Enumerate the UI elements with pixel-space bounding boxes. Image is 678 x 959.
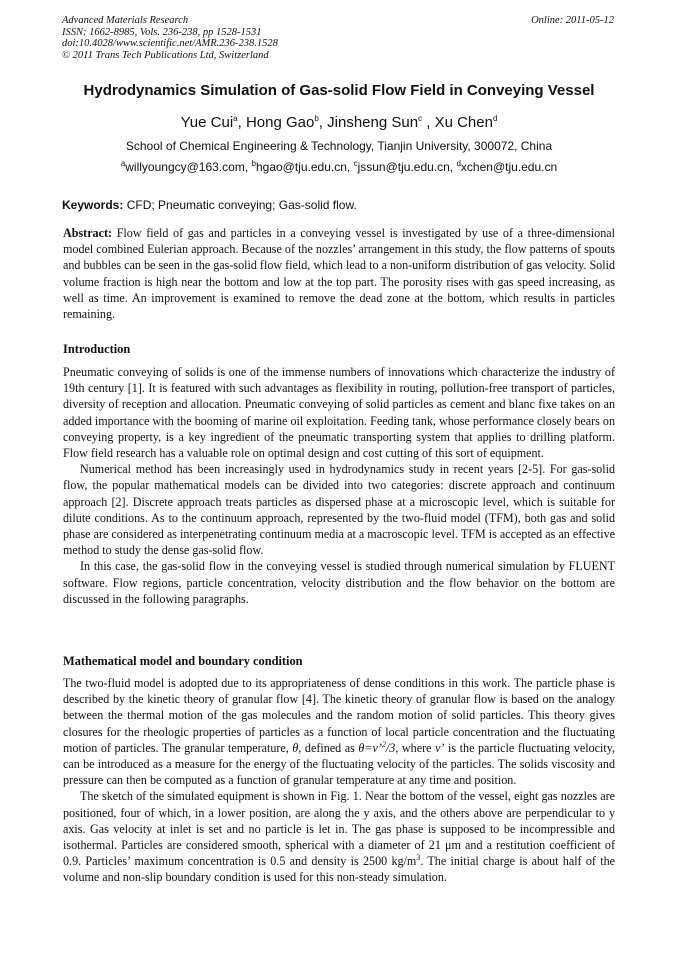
- author-mark: a: [233, 114, 238, 123]
- author-name: Yue Cui: [180, 114, 234, 131]
- keywords: [62, 198, 357, 212]
- introduction-heading: Introduction: [63, 342, 131, 356]
- email-address[interactable]: jssun@tju.edu.cn: [357, 160, 450, 174]
- author-mark: d: [492, 114, 498, 123]
- model-heading: Mathematical model and boundary condition: [63, 654, 303, 668]
- author-name: Xu Chen: [434, 114, 493, 131]
- model-body: [63, 675, 615, 886]
- author-name: Hong Gao: [245, 114, 315, 131]
- email-mark: a: [120, 159, 126, 168]
- vprime-symbol: v’: [435, 740, 445, 755]
- paragraph: Numerical method has been increasingly used in hydrodynamics study in recent years [2-5]. For gas-solid flow, the popular mathematical models can be divided into two categories: discrete approach and continuum approach [2]. Discrete approach treats particles as dispersed phase at a microscopic level, which is suitable for dilute conditions. As to the continuum approach, represented by the two-fluid model (TFM), both gas and solid phase are considered as interpenetrating continuum media at a macroscopic level. TFM is accepted as an effective method to study the dense gas-solid flow.: [63, 462, 615, 558]
- email-list: $^a$willyoungcy@163.com, $^b$hgao@tju.edu.cn, $^c$jssun@tju.edu.cn, $^d$xchen@tju.edu.cn: [120, 159, 558, 174]
- abstract-text: Flow field of gas and particles in a conveying vessel is investigated by use of a three-dimensional model combined Eulerian approach. Because of the nozzles’ arrangement in this study, the flow patterns of spouts and bubbles can be seen in the gas-solid flow field, which lead to a non-uniform distribution of gas velocity. Solid volume fraction is high near the bottom and low at the top part. The porosity rises with gas speed increasing, as well as time. An improvement is examined to remove the dead zone at the bottom, which results in particles remaining.: [63, 226, 615, 322]
- keywords-text: CFD; Pneumatic conveying; Gas-solid flow.: [126, 198, 357, 212]
- introduction-body: [63, 364, 615, 607]
- paragraph: Pneumatic conveying of solids is one of the immense numbers of innovations which characterize the industry of 19th century [1]. It is featured with such advantages as flexibility in routing, pollution-free transport of particles, diversity of reception and allocation. Pneumatic conveying of solid particles as cement and blanc fixe takes on an added importance with the booming of marine oil exploitation. Feeding tank, whose performance closely bears on conveying property, is a key ingredient of the pneumatic transporting system that applies to drilling platform. Flow field research has a valuable role on optimal design and cost cutting of this sort of equipment.: [63, 365, 615, 461]
- email-mark: c: [353, 159, 358, 168]
- affiliation: School of Chemical Engineering & Technology, Tianjin University, 300072, China: [125, 139, 553, 153]
- author-mark: b: [314, 114, 319, 123]
- email-mark: b: [251, 159, 256, 168]
- email-address[interactable]: hgao@tju.edu.cn: [255, 160, 347, 174]
- paragraph: In this case, the gas-solid flow in the conveying vessel is studied through numerical simulation by FLUENT software. Flow regions, particle concentration, velocity distribution and the flow behavior on the bottom are discussed in the following paragraphs.: [63, 559, 615, 606]
- formula: θ=v’$^2$/3: [358, 739, 396, 755]
- online-date: Online: 2011-05-12: [531, 15, 614, 26]
- keywords-label: Keywords:: [62, 198, 124, 212]
- paragraph: The sketch of the simulated equipment is shown in Fig. 1. Near the bottom of the vessel, eight gas nozzles are positioned, four of which, in a lower position, are along the y axis, and the others above are perpendicular to y axis. Gas velocity at inlet is set and no particle is let in. The gas phase is supposed to be incompressible and isothermal. Particles are considered smooth, spherical with a diameter of 21 μm and a restitution coefficient of 0.9. Particles’ maximum concentration is 0.5 and density is 2500 $kg/m^3$. The initial charge is about half of the volume and non-slip boundary condition is used for this non-steady simulation.: [63, 789, 615, 885]
- paragraph: The two-fluid model is adopted due to its appropriateness of dense conditions in this work. The particle phase is described by the kinetic theory of granular flow [4]. The kinetic theory of granular flow is based on the analogy between the thermal motion of the gas molecules and the random motion of solid particles. This theory gives closures for the rheologic properties of particles as a function of local particle concentration and the fluctuating motion of particles. The granular temperature, θ, defined as θ=v’$^2$/3, where v’ is the particle fluctuating velocity, can be introduced as a measure for the energy of the fluctuating velocity of the particles. The solids viscosity and pressure can then be computed as a function of granular temperature at any time and position.: [63, 676, 615, 788]
- paper-title: Hydrodynamics Simulation of Gas-solid Flow Field in Conveying Vessel: [83, 82, 595, 99]
- author-name: Jinsheng Sun: [327, 114, 419, 131]
- abstract-label: Abstract:: [63, 226, 113, 240]
- journal-issn: ISSN: 1662-8985, Vols. 236-238, pp 1528-1531: [62, 26, 262, 38]
- journal-name: Advanced Materials Research: [62, 15, 189, 26]
- email-address[interactable]: willyoungcy@163.com: [125, 160, 245, 174]
- author-list: Yue Cui$^a$, Hong Gao$^b$, Jinsheng Sun$^c$ , Xu Chen$^d$: [180, 114, 498, 131]
- journal-copyright: © 2011 Trans Tech Publications Ltd, Switzerland: [62, 49, 269, 61]
- abstract: [63, 225, 615, 322]
- email-address[interactable]: xchen@tju.edu.cn: [460, 160, 558, 174]
- journal-header: [62, 15, 278, 61]
- journal-doi: doi:10.4028/www.scientific.net/AMR.236-238.1528: [62, 38, 278, 50]
- theta-symbol: θ: [292, 740, 299, 755]
- email-mark: d: [456, 159, 461, 168]
- author-mark: c: [418, 114, 423, 123]
